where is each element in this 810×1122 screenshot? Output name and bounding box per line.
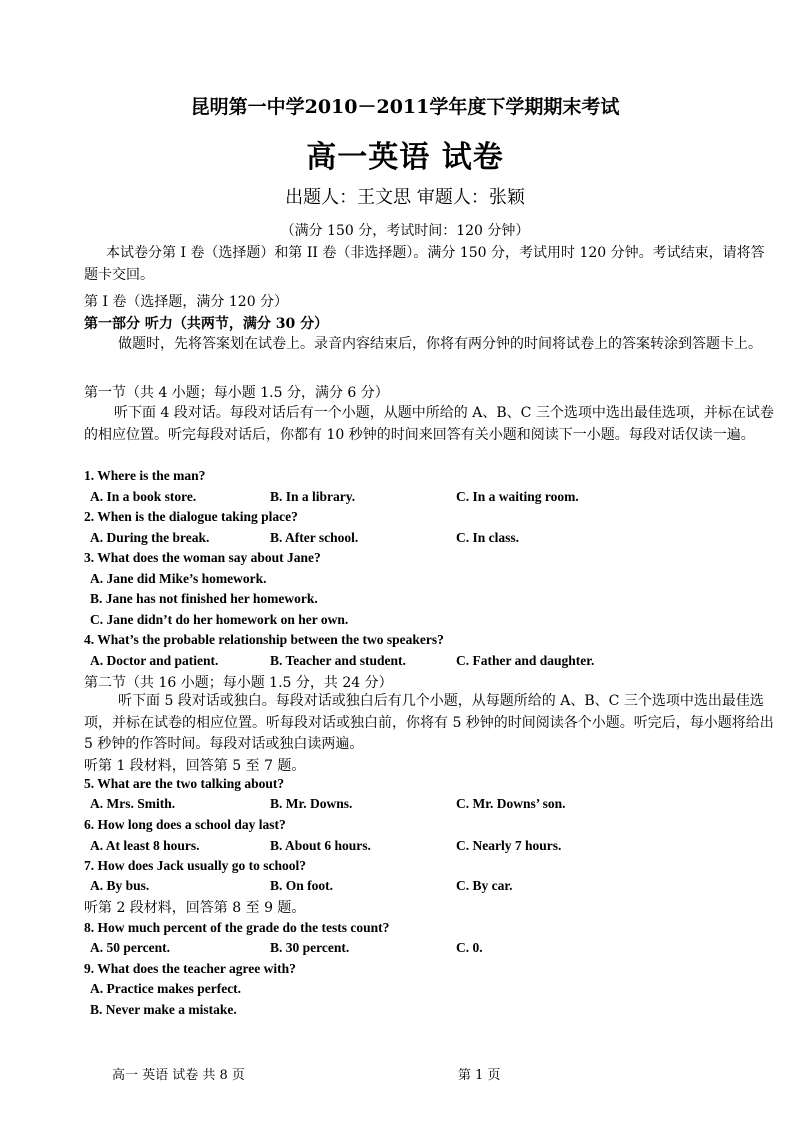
q5-option-b: B. Mr. Downs. [270,796,353,811]
footer-page-number: 第 1 页 [458,1068,501,1083]
part1-instructions: 做题时，先将答案划在试卷上。录音内容结束后，你将有两分钟的时间将试卷上的答案转涂到答题卡上。 [118,336,762,352]
q3-option-a: A. Jane did Mike’s homework. [90,571,267,586]
question-7: 7. How does Jack usually go to school? [84,858,307,873]
material1-line: 听第 1 段材料，回答第 5 至 7 题。 [84,758,306,774]
q1-option-a: A. In a book store. [90,489,197,504]
school-exam-title: 昆明第一中学2010－2011学年度下学期期末考试 [190,96,620,118]
q8-option-c: C. 0. [456,940,483,955]
question-6: 6. How long does a school day last? [84,817,286,832]
q2-option-c: C. In class. [456,530,520,545]
q6-option-a: A. At least 8 hours. [90,838,200,853]
q8-option-a: A. 50 percent. [90,940,170,955]
section1-instructions: 听下面 4 段对话。每段对话后有一个小题，从题中所给的 A、B、C 三个选项中选出最佳选项，并标在试卷的相应位置。听完每段对话后，你都有 10 秒钟的时间来回答有关小题和阅读下一小题。每段对话仅读一遍。 [84,405,774,443]
footer-subject: 高一 英语 试卷 共 8 页 [112,1068,245,1083]
q4-option-a: A. Doctor and patient. [90,653,219,668]
q6-option-b: B. About 6 hours. [270,838,371,853]
question-8: 8. How much percent of the grade do the tests count? [84,920,390,935]
q6-option-c: C. Nearly 7 hours. [456,838,562,853]
q7-option-a: A. By bus. [90,878,150,893]
score-time-line: （满分 150 分，考试时间：120 分钟） [280,223,530,239]
q4-option-b: B. Teacher and student. [270,653,406,668]
material2-line: 听第 2 段材料，回答第 8 至 9 题。 [84,900,306,916]
q8-option-b: B. 30 percent. [270,940,350,955]
intro-paragraph: 本试卷分第 I 卷（选择题）和第 II 卷（非选择题）。满分 150 分，考试用时 120 分钟。考试结束，请将答题卡交回。 [84,245,765,283]
volume1-heading: 第 I 卷（选择题，满分 120 分） [84,294,289,310]
q9-option-a: A. Practice makes perfect. [90,981,242,996]
q3-option-b: B. Jane has not finished her homework. [90,591,318,606]
q2-option-b: B. After school. [270,530,359,545]
question-1: 1. Where is the man? [84,468,206,483]
q7-option-c: C. By car. [456,878,513,893]
section2-instructions: 听下面 5 段对话或独白。每段对话或独白后有几个小题，从每题所给的 A、B、C 三个选项中选出最佳选项，并标在试卷的相应位置。听每段对话或独白前，你将有 5 秒钟的时间阅读各个小题。听完后，每小题将给出 5 秒钟的作答时间。每段对话或独白读两遍。 [84,693,774,752]
question-4: 4. What’s the probable relationship between the two speakers? [84,632,444,647]
q3-option-c: C. Jane didn’t do her homework on her own. [90,612,349,627]
question-5: 5. What are the two talking about? [84,776,285,791]
section2-heading: 第二节（共 16 小题；每小题 1.5 分，共 24 分） [84,675,393,691]
q5-option-a: A. Mrs. Smith. [90,796,176,811]
q1-option-b: B. In a library. [270,489,356,504]
q5-option-c: C. Mr. Downs’ son. [456,796,566,811]
authors-line: 出题人：王文思 审题人：张颖 [285,187,525,208]
question-3: 3. What does the woman say about Jane? [84,550,321,565]
q7-option-b: B. On foot. [270,878,334,893]
section1-heading: 第一节（共 4 小题；每小题 1.5 分，满分 6 分） [84,385,389,401]
part1-heading: 第一部分 听力（共两节，满分 30 分） [84,316,329,332]
q2-option-a: A. During the break. [90,530,210,545]
question-2: 2. When is the dialogue taking place? [84,509,298,524]
subject-title: 高一英语 试卷 [306,140,504,175]
q1-option-c: C. In a waiting room. [456,489,579,504]
question-9: 9. What does the teacher agree with? [84,961,296,976]
q4-option-c: C. Father and daughter. [456,653,595,668]
q9-option-b: B. Never make a mistake. [90,1002,237,1017]
